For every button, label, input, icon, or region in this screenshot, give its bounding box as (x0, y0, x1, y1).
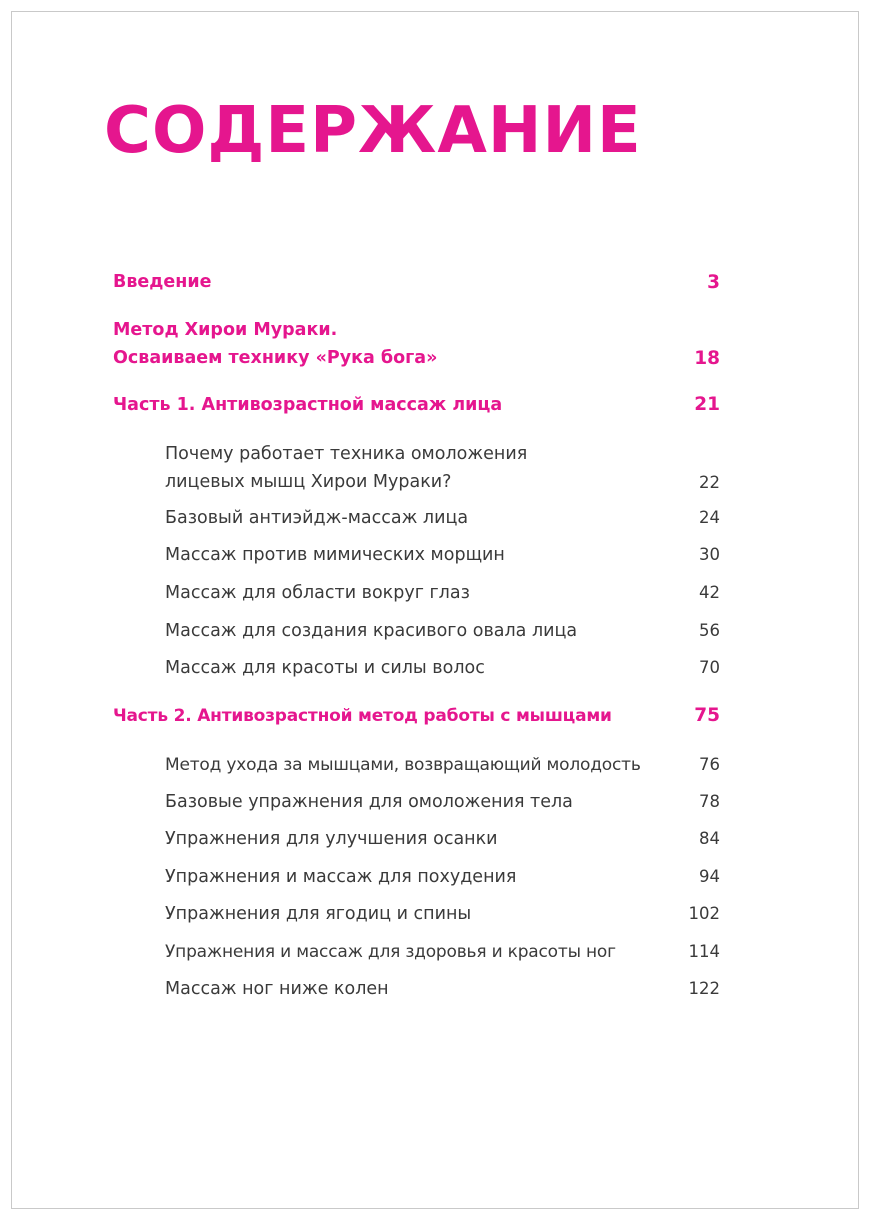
toc-subentry-label: Массаж для создания красивого овала лица (165, 621, 578, 641)
toc-page-number: 56 (699, 621, 720, 640)
toc-subentry[interactable] (165, 900, 720, 928)
toc-subentry-label: Упражнения и массаж для похудения (165, 867, 517, 887)
toc-subentry-label: Упражнения для ягодиц и спины (165, 904, 472, 924)
toc-entry-part2[interactable] (113, 702, 720, 730)
toc-subentry-label: Базовый антиэйдж-массаж лица (165, 508, 469, 528)
toc-entry-intro[interactable] (113, 268, 720, 296)
toc-subentry-label: Упражнения и массаж для здоровья и красоты ног (165, 942, 616, 962)
toc-subentry-label: Метод ухода за мышцами, возвращающий молодость (165, 755, 641, 775)
toc-subentry[interactable] (165, 654, 720, 682)
toc-page-number: 70 (699, 658, 720, 677)
toc-page-number: 3 (707, 272, 720, 293)
toc-subentry[interactable] (165, 440, 720, 496)
toc-page-number: 122 (688, 979, 720, 998)
toc-subentry-label: Базовые упражнения для омоложения тела (165, 792, 573, 812)
page-sheet (11, 11, 859, 1209)
toc-entry-method[interactable] (113, 316, 720, 372)
toc-subentry-label: Упражнения для улучшения осанки (165, 829, 498, 849)
toc-entry-label-line1: Метод Хирои Мураки. (113, 320, 338, 340)
page-title: СОДЕРЖАНИЕ (104, 94, 642, 168)
toc-page-number: 114 (688, 942, 720, 961)
toc-subentry[interactable] (165, 788, 720, 816)
toc-page-number: 22 (699, 473, 720, 492)
toc-page-number: 24 (699, 508, 720, 527)
toc-entry-label: Часть 2. Антивозрастной метод работы с мышцами (113, 706, 612, 726)
toc-entry-label-line2: Осваиваем технику «Рука бога» (113, 348, 438, 368)
toc-entry-label: Часть 1. Антивозрастной массаж лица (113, 395, 503, 415)
toc-entry-part1[interactable] (113, 391, 720, 419)
toc-subentry[interactable] (165, 504, 720, 532)
toc-subentry[interactable] (165, 863, 720, 891)
toc-entry-label: Введение (113, 272, 212, 292)
toc-page-number: 30 (699, 545, 720, 564)
toc-page-number: 94 (699, 867, 720, 886)
toc-page-number: 21 (694, 394, 720, 415)
toc-subentry[interactable] (165, 617, 720, 645)
toc-subentry-label: Массаж ног ниже колен (165, 979, 389, 999)
toc-subentry[interactable] (165, 541, 720, 569)
toc-page-number: 18 (694, 348, 720, 369)
toc-page-number: 84 (699, 829, 720, 848)
toc-page-number: 76 (699, 755, 720, 774)
toc-page-number: 102 (688, 904, 720, 923)
toc-subentry[interactable] (165, 825, 720, 853)
toc-subentry-label: Массаж для красоты и силы волос (165, 658, 485, 678)
toc-subentry-label-line1: Почему работает техника омоложения (165, 444, 528, 464)
toc-page-number: 75 (694, 705, 720, 726)
toc-subentry[interactable] (165, 975, 720, 1003)
toc-subentry-label-line2: лицевых мышц Хирои Мураки? (165, 472, 452, 492)
toc-subentry-label: Массаж против мимических морщин (165, 545, 505, 565)
toc-subentry[interactable] (165, 938, 720, 966)
toc-subentry-label: Массаж для области вокруг глаз (165, 583, 470, 603)
toc-subentry[interactable] (165, 579, 720, 607)
toc-subentry[interactable] (165, 751, 720, 779)
toc-page-number: 78 (699, 792, 720, 811)
toc-page-number: 42 (699, 583, 720, 602)
